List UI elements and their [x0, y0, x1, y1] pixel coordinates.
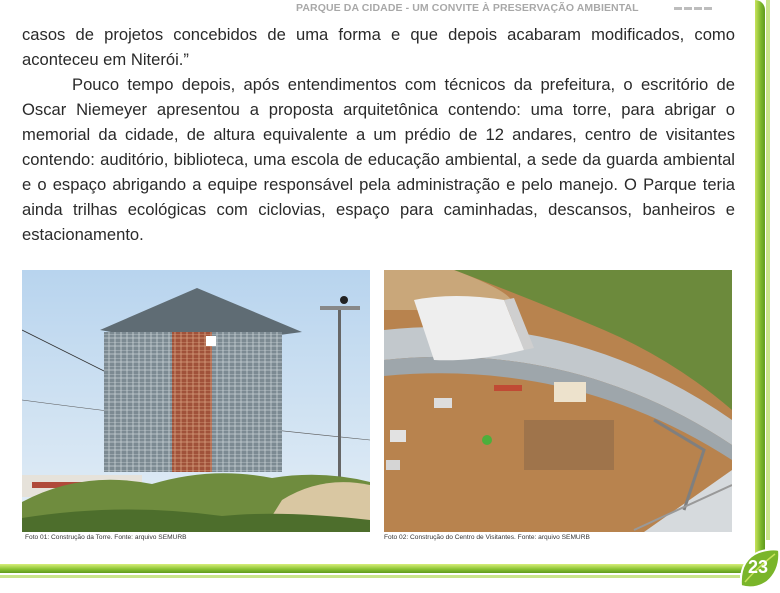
- photo-visitor-center-construction: [384, 270, 732, 532]
- page-header-title: PARQUE DA CIDADE - UM CONVITE À PRESERVAÇÃO AMBIENTAL: [296, 2, 639, 14]
- paragraph-1: casos de projetos concebidos de uma forma e que depois acabaram modificados, como aconteceu em Niterói.”: [22, 25, 735, 69]
- green-border-bottom-outer: [0, 575, 740, 578]
- photo-caption-2: Foto 02: Construção do Centro de Visitantes. Fonte: arquivo SEMURB: [384, 534, 590, 541]
- green-border-right: [755, 0, 765, 560]
- green-border-bottom: [0, 564, 764, 573]
- photo-caption-1: Foto 01: Construção da Torre. Fonte: arquivo SEMURB: [25, 534, 187, 541]
- photo-tower-construction: [22, 270, 370, 532]
- body-text: [22, 22, 735, 247]
- green-border-right-outer: [766, 0, 770, 540]
- paragraph-2: Pouco tempo depois, após entendimentos com técnicos da prefeitura, o escritório de Oscar Niemeyer apresentou a proposta arquitetônica contendo: uma torre, para abrigar o memorial da cidade, de altura equivalente a um prédio de 12 andares, centro de visitantes contendo: auditório, biblioteca, uma escola de educação ambiental, a sede da guarda ambiental e o espaço abrigando a equipe responsável pela administração e pelo manejo. O Parque teria ainda trilhas ecológicas com ciclovias, espaço para caminhadas, descansos, banheiros e estacionamento.: [22, 75, 735, 244]
- header-dash-decoration: [674, 7, 714, 10]
- page-number: 23: [747, 557, 769, 577]
